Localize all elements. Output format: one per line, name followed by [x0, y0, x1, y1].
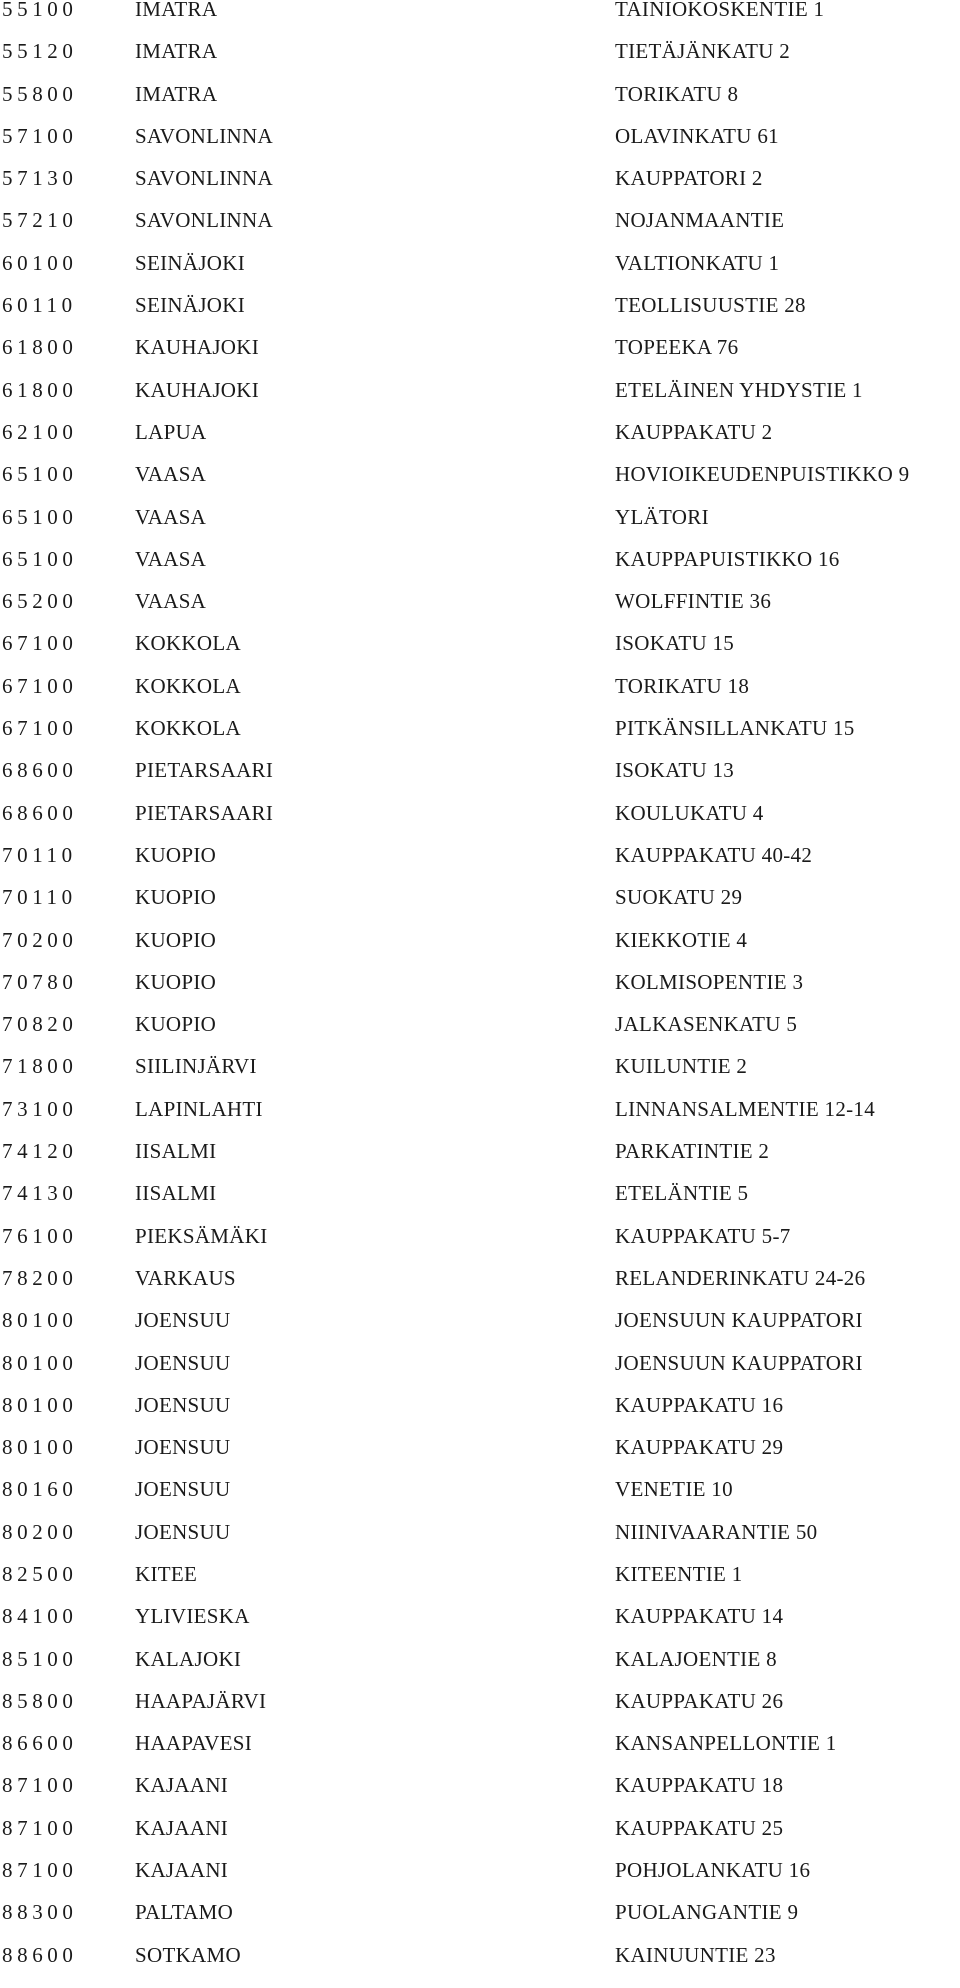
street-address: KUILUNTIE 2 — [615, 1054, 748, 1079]
street-address: KAUPPATORI 2 — [615, 166, 763, 191]
table-row — [0, 1858, 960, 1903]
city-name: VAASA — [135, 462, 207, 487]
street-address: KAUPPAKATU 5-7 — [615, 1223, 791, 1248]
street-address: YLÄTORI — [615, 504, 709, 529]
city-name: JOENSUU — [135, 1350, 231, 1375]
city-name: VAASA — [135, 504, 207, 529]
postal-code: 55120 — [2, 39, 78, 64]
street-address: JOENSUUN KAUPPATORI — [615, 1350, 863, 1375]
postal-code: 55800 — [2, 81, 78, 106]
city-name: JOENSUU — [135, 1519, 231, 1544]
postal-code: 80100 — [2, 1350, 78, 1375]
table-row — [0, 39, 960, 84]
table-row — [0, 1604, 960, 1649]
table-row — [0, 1731, 960, 1776]
city-name: VAASA — [135, 546, 207, 571]
postal-code: 84100 — [2, 1604, 78, 1629]
street-address: VALTIONKATU 1 — [615, 250, 780, 275]
postal-code: 55100 — [2, 0, 78, 21]
postal-code: 61800 — [2, 335, 78, 360]
postal-code: 67100 — [2, 673, 78, 698]
table-row — [0, 208, 960, 253]
postal-code: 85800 — [2, 1688, 78, 1713]
table-row — [0, 504, 960, 550]
street-address: KAUPPAPUISTIKKO 16 — [615, 546, 840, 571]
city-name: KITEE — [135, 1561, 198, 1586]
street-address: KOULUKATU 4 — [615, 800, 764, 825]
postal-code: 88300 — [2, 1900, 78, 1925]
table-row — [0, 0, 960, 42]
street-address: PITKÄNSILLANKATU 15 — [615, 716, 855, 741]
city-name: KOKKOLA — [135, 631, 241, 656]
table-row — [0, 462, 960, 507]
postal-code: 68600 — [2, 758, 78, 783]
city-name: LAPUA — [135, 419, 207, 444]
city-name: JOENSUU — [135, 1477, 231, 1502]
postal-code: 80100 — [2, 1435, 78, 1460]
table-row — [0, 293, 960, 338]
postal-code: 65100 — [2, 546, 78, 571]
postal-code: 76100 — [2, 1223, 78, 1248]
street-address: KAINUUNTIE 23 — [615, 1942, 776, 1967]
city-name: SAVONLINNA — [135, 208, 273, 233]
postal-code: 80100 — [2, 1392, 78, 1417]
street-address: KAUPPAKATU 16 — [615, 1392, 784, 1417]
city-name: LAPINLAHTI — [135, 1096, 263, 1121]
postal-code: 67100 — [2, 631, 78, 656]
postal-code: 70110 — [2, 885, 77, 910]
street-address: POHJOLANKATU 16 — [615, 1858, 811, 1883]
city-name: KUOPIO — [135, 969, 217, 994]
postal-code: 60110 — [2, 293, 77, 318]
postal-code: 86600 — [2, 1731, 78, 1756]
postal-code: 70200 — [2, 927, 78, 952]
city-name: IMATRA — [135, 81, 218, 106]
postal-code: 74120 — [2, 1139, 78, 1164]
postal-code: 65200 — [2, 589, 78, 614]
street-address: WOLFFINTIE 36 — [615, 589, 772, 614]
table-row — [0, 842, 960, 888]
table-row — [0, 335, 960, 380]
city-name: KOKKOLA — [135, 673, 241, 698]
table-row — [0, 885, 960, 930]
street-address: KAUPPAKATU 26 — [615, 1688, 784, 1713]
street-address: TIETÄJÄNKATU 2 — [615, 39, 791, 64]
postal-code: 65100 — [2, 462, 78, 487]
city-name: VAASA — [135, 589, 207, 614]
postal-code: 70110 — [2, 842, 77, 867]
street-address: SUOKATU 29 — [615, 885, 743, 910]
street-address: KAUPPAKATU 29 — [615, 1435, 784, 1460]
street-address: TAINIOKOSKENTIE 1 — [615, 0, 825, 21]
city-name: SIILINJÄRVI — [135, 1054, 257, 1079]
city-name: SAVONLINNA — [135, 166, 273, 191]
postal-code: 73100 — [2, 1096, 78, 1121]
street-address: KAUPPAKATU 25 — [615, 1815, 784, 1840]
street-address: KAUPPAKATU 40-42 — [615, 842, 813, 867]
table-row — [0, 1265, 960, 1311]
street-address: ISOKATU 15 — [615, 631, 735, 656]
street-address: ETELÄNTIE 5 — [615, 1181, 749, 1206]
city-name: SOTKAMO — [135, 1942, 241, 1967]
street-address: HOVIOIKEUDENPUISTIKKO 9 — [615, 462, 910, 487]
street-address: NOJANMAANTIE — [615, 208, 785, 233]
table-row — [0, 1308, 960, 1353]
street-address: KALAJOENTIE 8 — [615, 1646, 777, 1671]
table-row — [0, 1350, 960, 1396]
table-row — [0, 1181, 960, 1226]
street-address: KITEENTIE 1 — [615, 1561, 743, 1586]
city-name: JOENSUU — [135, 1435, 231, 1460]
street-address: KANSANPELLONTIE 1 — [615, 1731, 837, 1756]
table-row — [0, 1773, 960, 1818]
city-name: KUOPIO — [135, 842, 217, 867]
street-address: KIEKKOTIE 4 — [615, 927, 748, 952]
table-row — [0, 1688, 960, 1734]
table-row — [0, 589, 960, 634]
city-name: IMATRA — [135, 39, 218, 64]
city-name: KUOPIO — [135, 885, 217, 910]
postal-code: 82500 — [2, 1561, 78, 1586]
table-row — [0, 166, 960, 211]
table-row — [0, 419, 960, 465]
table-row — [0, 1012, 960, 1057]
street-address: TORIKATU 18 — [615, 673, 750, 698]
street-address: RELANDERINKATU 24-26 — [615, 1265, 866, 1290]
table-row — [0, 1054, 960, 1099]
table-row — [0, 377, 960, 423]
table-row — [0, 1096, 960, 1142]
city-name: KUOPIO — [135, 927, 217, 952]
street-address: TOPEEKA 76 — [615, 335, 739, 360]
postal-code: 78200 — [2, 1265, 78, 1290]
city-name: PIETARSAARI — [135, 758, 274, 783]
city-name: KAUHAJOKI — [135, 377, 260, 402]
street-address: ETELÄINEN YHDYSTIE 1 — [615, 377, 863, 402]
city-name: SEINÄJOKI — [135, 293, 246, 318]
postal-code: 57210 — [2, 208, 78, 233]
street-address: JALKASENKATU 5 — [615, 1012, 798, 1037]
table-row — [0, 631, 960, 676]
postal-code: 71800 — [2, 1054, 78, 1079]
city-name: PALTAMO — [135, 1900, 234, 1925]
street-address: KAUPPAKATU 2 — [615, 419, 773, 444]
table-row — [0, 1900, 960, 1945]
postal-code: 57130 — [2, 166, 78, 191]
postal-code: 80160 — [2, 1477, 78, 1502]
city-name: IISALMI — [135, 1139, 217, 1164]
table-row — [0, 758, 960, 803]
street-address: KAUPPAKATU 14 — [615, 1604, 784, 1629]
postal-code: 57100 — [2, 123, 78, 148]
postal-code: 80200 — [2, 1519, 78, 1544]
postal-code: 62100 — [2, 419, 78, 444]
street-address: TEOLLISUUSTIE 28 — [615, 293, 806, 318]
street-address: NIINIVAARANTIE 50 — [615, 1519, 818, 1544]
city-name: SAVONLINNA — [135, 123, 273, 148]
postal-code: 70820 — [2, 1012, 78, 1037]
postal-code: 74130 — [2, 1181, 78, 1206]
table-row — [0, 1477, 960, 1522]
city-name: KAJAANI — [135, 1858, 229, 1883]
table-row — [0, 1561, 960, 1607]
postal-code: 65100 — [2, 504, 78, 529]
city-name: KAJAANI — [135, 1815, 229, 1840]
city-name: HAAPAVESI — [135, 1731, 253, 1756]
postal-code: 85100 — [2, 1646, 78, 1671]
city-name: IMATRA — [135, 0, 218, 21]
table-row — [0, 969, 960, 1015]
city-name: JOENSUU — [135, 1308, 231, 1333]
table-row — [0, 1646, 960, 1692]
city-name: SEINÄJOKI — [135, 250, 246, 275]
city-name: JOENSUU — [135, 1392, 231, 1417]
table-row — [0, 800, 960, 846]
city-name: HAAPAJÄRVI — [135, 1688, 267, 1713]
city-name: KALAJOKI — [135, 1646, 242, 1671]
city-name: YLIVIESKA — [135, 1604, 250, 1629]
city-name: PIETARSAARI — [135, 800, 274, 825]
postal-code: 87100 — [2, 1858, 78, 1883]
table-row — [0, 81, 960, 127]
city-name: IISALMI — [135, 1181, 217, 1206]
city-name: KAJAANI — [135, 1773, 229, 1798]
postal-code: 88600 — [2, 1942, 78, 1967]
street-address: TORIKATU 8 — [615, 81, 739, 106]
city-name: VARKAUS — [135, 1265, 236, 1290]
table-row — [0, 1815, 960, 1861]
street-address: PARKATINTIE 2 — [615, 1139, 770, 1164]
postal-code: 80100 — [2, 1308, 78, 1333]
table-row — [0, 927, 960, 973]
street-address: VENETIE 10 — [615, 1477, 733, 1502]
street-address: ISOKATU 13 — [615, 758, 735, 783]
postal-code: 70780 — [2, 969, 78, 994]
city-name: KUOPIO — [135, 1012, 217, 1037]
table-row — [0, 1435, 960, 1480]
street-address: KOLMISOPENTIE 3 — [615, 969, 804, 994]
street-address: KAUPPAKATU 18 — [615, 1773, 784, 1798]
table-row — [0, 123, 960, 169]
postal-code: 68600 — [2, 800, 78, 825]
table-row — [0, 546, 960, 592]
table-row — [0, 1223, 960, 1269]
street-address: PUOLANGANTIE 9 — [615, 1900, 799, 1925]
table-row — [0, 673, 960, 719]
city-name: KAUHAJOKI — [135, 335, 260, 360]
city-name: KOKKOLA — [135, 716, 241, 741]
city-name: PIEKSÄMÄKI — [135, 1223, 268, 1248]
table-row — [0, 1139, 960, 1184]
street-address: LINNANSALMENTIE 12-14 — [615, 1096, 876, 1121]
table-row — [0, 250, 960, 296]
table-row — [0, 1519, 960, 1565]
table-row — [0, 1942, 960, 1988]
street-address: OLAVINKATU 61 — [615, 123, 779, 148]
postal-code: 61800 — [2, 377, 78, 402]
postal-code: 87100 — [2, 1773, 78, 1798]
postal-code: 60100 — [2, 250, 78, 275]
table-row — [0, 1392, 960, 1438]
table-row — [0, 716, 960, 761]
street-address: JOENSUUN KAUPPATORI — [615, 1308, 863, 1333]
postal-code: 67100 — [2, 716, 78, 741]
postal-code: 87100 — [2, 1815, 78, 1840]
